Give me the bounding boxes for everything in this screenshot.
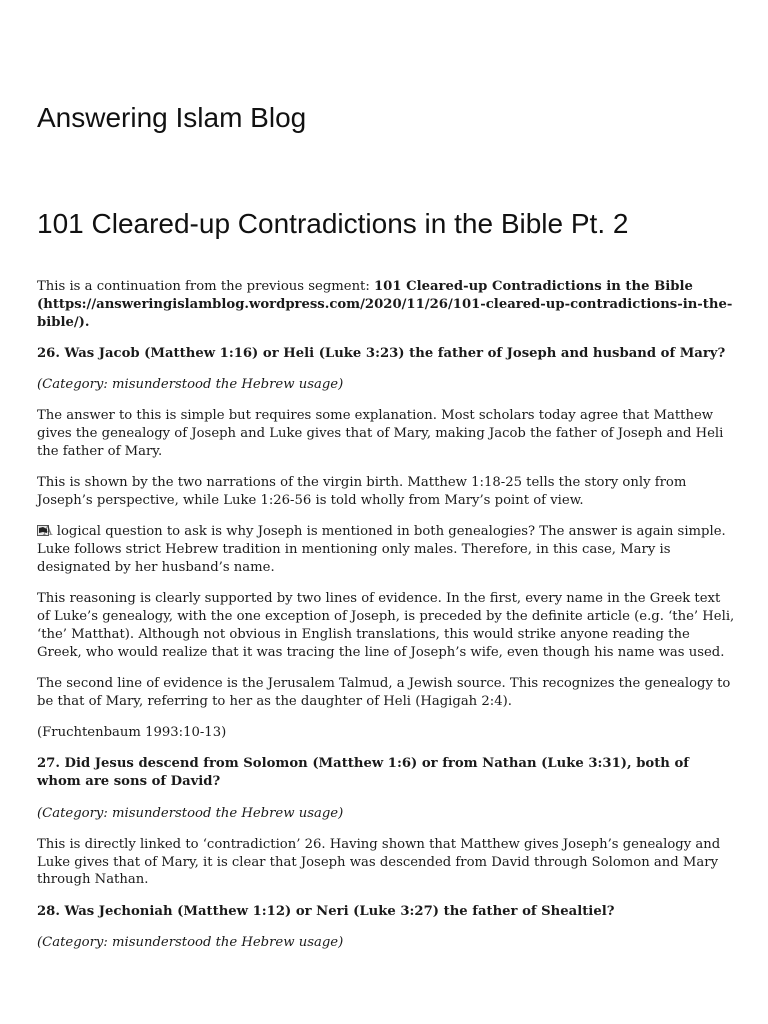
- q26-paragraph-2: This is shown by the two narrations of the virgin birth. Matthew 1:18-25 tells the story only from Joseph’s perspective, while Luke 1:26-56 is told wholly from Mary’s point of view.: [37, 475, 687, 509]
- category-27: (Category: misunderstood the Hebrew usage): [37, 805, 344, 821]
- post-content: [37, 278, 737, 965]
- q26-paragraph-5: The second line of evidence is the Jerusalem Talmud, a Jewish source. This recognizes the genealogy to be that of Mary, referring to her as the daughter of Heli (Hagigah 2:4).: [37, 676, 731, 709]
- intro-text: This is a continuation from the previous segment:: [37, 279, 374, 294]
- question-28: 28. Was Jechoniah (Matthew 1:12) or Neri (Luke 3:27) the father of Shealtiel?: [37, 903, 615, 919]
- q26-paragraph-3-text: A logical question to ask is why Joseph is mentioned in both genealogies? The answer is again simple. Luke follows strict Hebrew tradition in mentioning only males. Therefore, in this case, Mary is designated by her husband’s name.: [37, 524, 726, 576]
- q26-paragraph-4: This reasoning is clearly supported by two lines of evidence. In the first, every name in the Greek text of Luke’s genealogy, with the one exception of Joseph, is preceded by the definite article (e.g. ‘the’ Heli, ‘the’ Matthat). Although not obvious in English translations, this would strike anyone reading the Greek, who would realize that it was tracing the line of Joseph’s wife, even though his name was used.: [37, 591, 735, 660]
- category-28: (Category: misunderstood the Hebrew usage): [37, 935, 344, 951]
- intro-paragraph: [37, 278, 737, 331]
- question-27: 27. Did Jesus descend from Solomon (Matthew 1:6) or from Nathan (Luke 3:31), both of whom are sons of David?: [37, 756, 689, 790]
- previous-segment-link[interactable]: 101 Cleared-up Contradictions in the Bible (https://answeringislamblog.wordpress.com/2020/11/26/101-cleared-up-contradictions-in-the-bible/).: [37, 279, 733, 330]
- post-title: 101 Cleared-up Contradictions in the Bible Pt. 2: [37, 208, 629, 239]
- q26-paragraph-3: [37, 523, 737, 576]
- category-26: (Category: misunderstood the Hebrew usage): [37, 377, 344, 393]
- q26-paragraph-1: The answer to this is simple but requires some explanation. Most scholars today agree that Matthew gives the genealogy of Joseph and Luke gives that of Mary, making Jacob the father of Joseph and Heli the father of Mary.: [37, 408, 724, 460]
- question-26: 26. Was Jacob (Matthew 1:16) or Heli (Luke 3:23) the father of Joseph and husband of Mary?: [37, 345, 726, 361]
- q26-citation: (Fruchtenbaum 1993:10-13): [37, 725, 227, 741]
- q27-paragraph-1: This is directly linked to ‘contradiction’ 26. Having shown that Matthew gives Joseph’s genealogy and Luke gives that of Mary, it is clear that Joseph was descended from David through Solomon and Mary through Nathan.: [37, 836, 721, 888]
- site-title[interactable]: Answering Islam Blog: [37, 102, 307, 133]
